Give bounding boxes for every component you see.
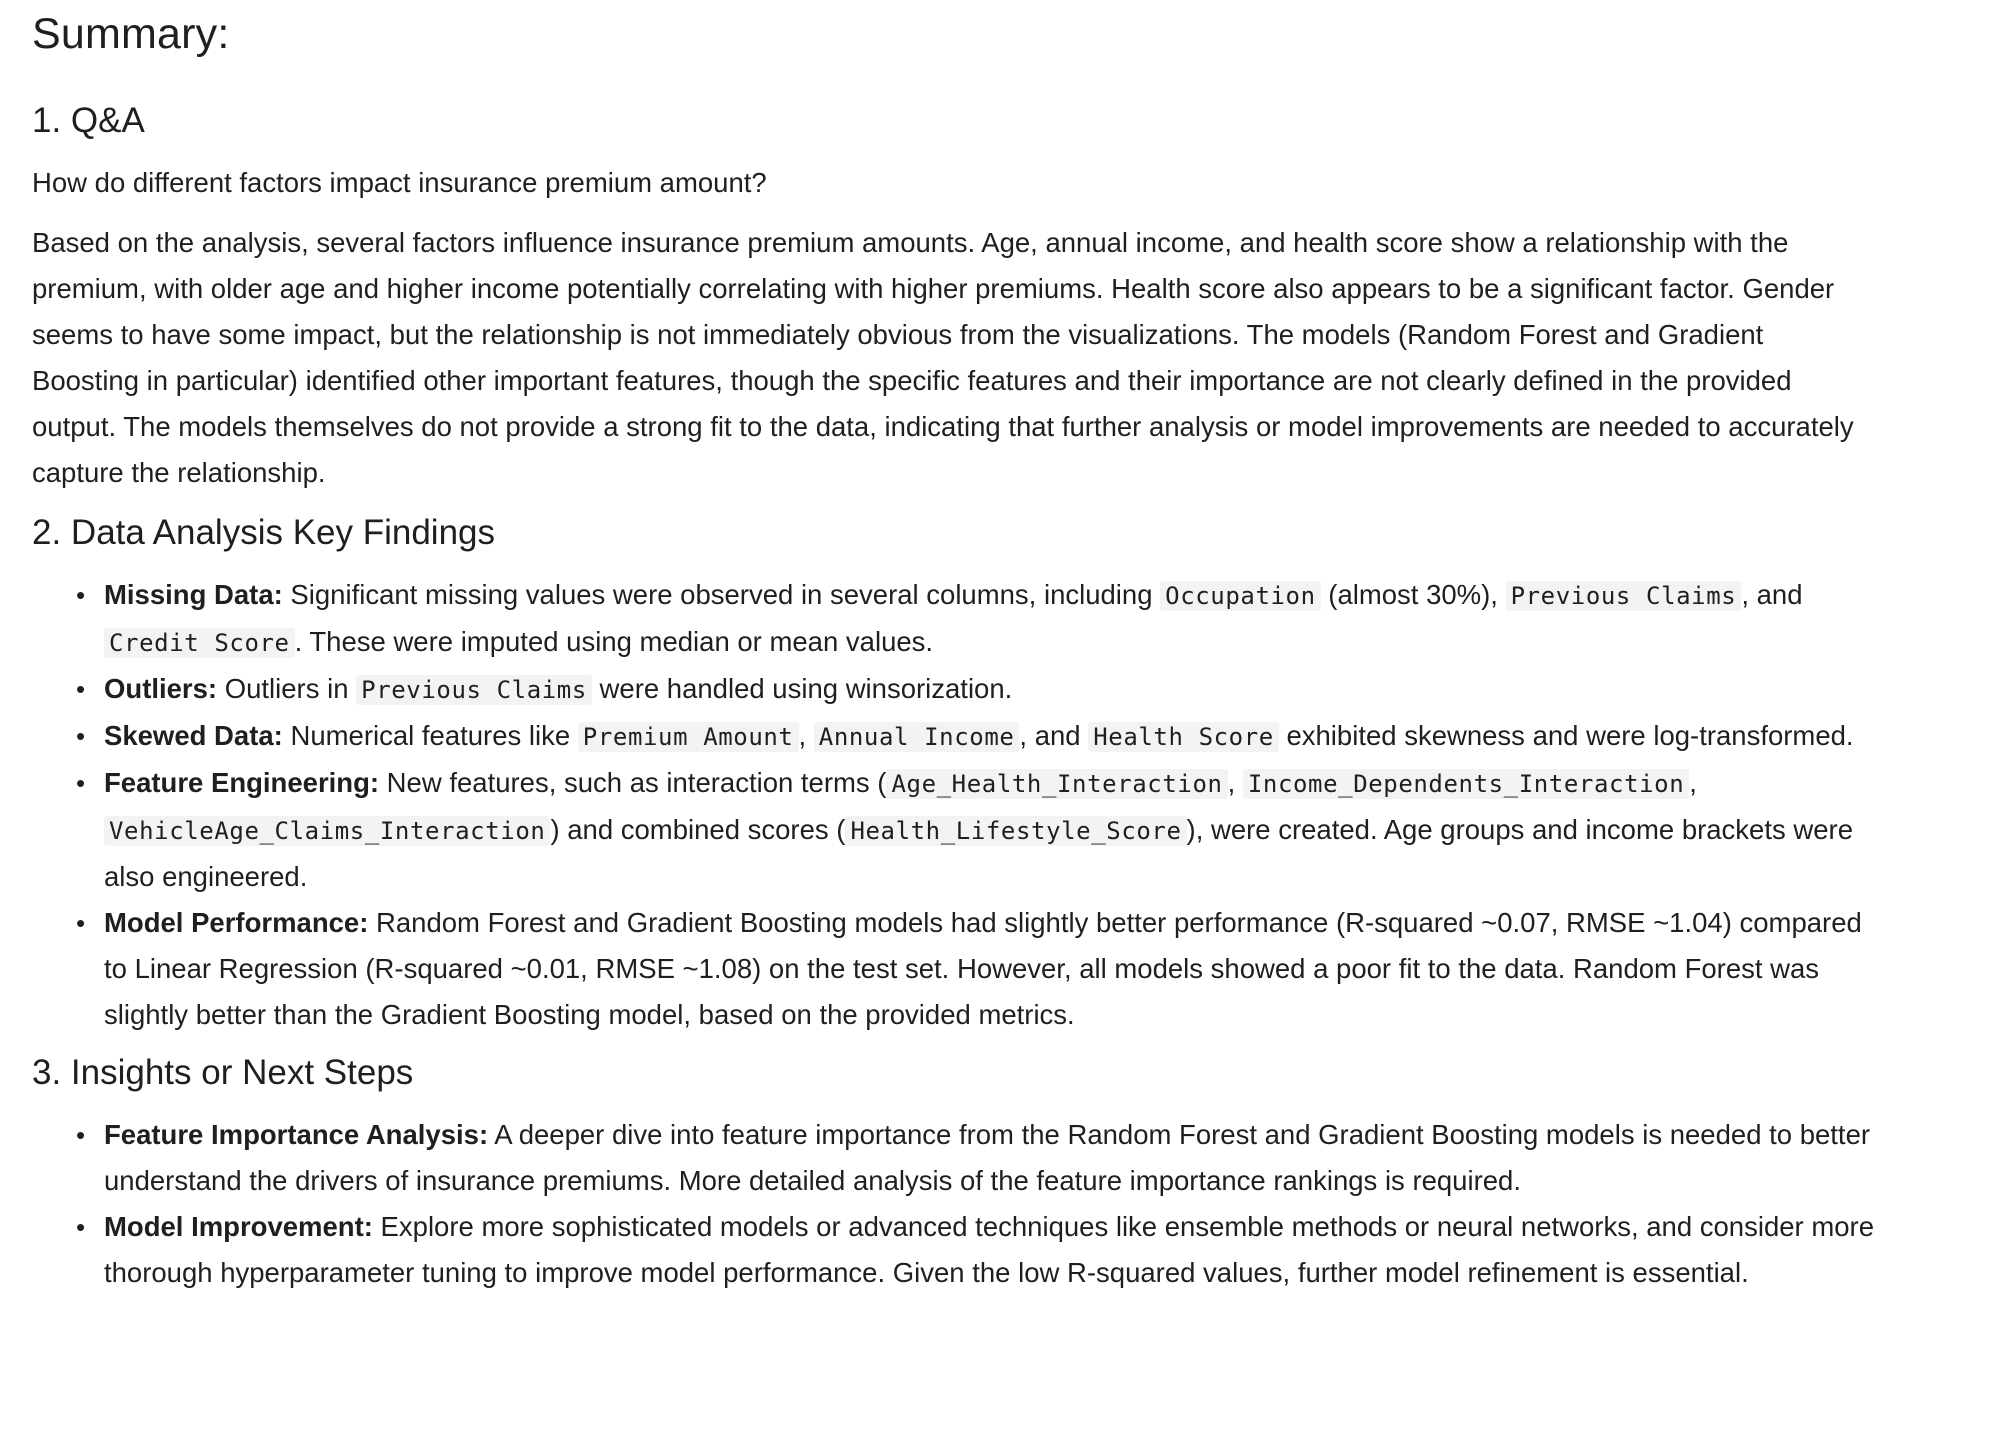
qa-question: How do different factors impact insurance premium amount? xyxy=(32,167,767,198)
item-text: , xyxy=(1689,767,1697,798)
item-text: Random Forest and Gradient Boosting models had slightly better performance (R-squared ~0.07, RMSE ~1.04) compared to Linear Regression (R-squared ~0.01, RMSE ~1.08) on the test set. However, all models showed a poor fit to the data. Random Forest was slightly better than the Gradient Boosting model, based on the provided metrics. xyxy=(104,907,1862,1030)
item-text: , xyxy=(798,720,814,751)
insights-heading: 3. Insights or Next Steps xyxy=(32,1053,414,1092)
item-text: ), were created. Age groups and income brackets were also engineered. xyxy=(104,814,1853,892)
list-item-missing-data xyxy=(76,572,1874,666)
item-text: New features, such as interaction terms ( xyxy=(379,767,887,798)
list-item-model-performance xyxy=(76,900,1874,1038)
bullet-icon: • xyxy=(76,908,86,938)
bullet-icon: • xyxy=(76,1120,86,1150)
item-text: , and xyxy=(1019,720,1089,751)
code-previous-claims: Previous Claims xyxy=(356,675,592,705)
item-label: Feature Engineering: xyxy=(104,767,380,798)
item-label: Model Performance: xyxy=(104,907,369,938)
code-health-score: Health Score xyxy=(1088,722,1279,752)
bullet-icon: • xyxy=(76,1212,86,1242)
item-text: Significant missing values were observed in several columns, including xyxy=(282,579,1161,610)
item-text: exhibited skewness and were log-transformed. xyxy=(1278,720,1854,751)
list-item-feature-importance xyxy=(76,1112,1874,1204)
item-text: ) and combined scores ( xyxy=(550,814,846,845)
bullet-icon: • xyxy=(76,674,86,704)
findings-list xyxy=(32,572,1978,1038)
insights-list xyxy=(32,1112,1978,1296)
item-text: Numerical features like xyxy=(282,720,578,751)
item-text: Explore more sophisticated models or advanced techniques like ensemble methods or neural networks, and consider more thorough hyperparameter tuning to improve model performance. Given the low R-squared values, further model refinement is essential. xyxy=(104,1211,1874,1288)
summary-title: Summary: xyxy=(32,10,230,58)
item-label: Feature Importance Analysis: xyxy=(104,1119,489,1150)
code-previous-claims: Previous Claims xyxy=(1506,581,1742,611)
list-item-outliers xyxy=(76,666,1874,713)
item-text: , and xyxy=(1741,579,1803,610)
code-occupation: Occupation xyxy=(1160,581,1321,611)
item-text: , xyxy=(1227,767,1243,798)
code-health-lifestyle-score: Health_Lifestyle_Score xyxy=(845,816,1186,846)
list-item-feature-engineering xyxy=(76,760,1874,900)
qa-heading: 1. Q&A xyxy=(32,101,145,140)
item-text: Outliers in xyxy=(217,673,357,704)
code-premium-amount: Premium Amount xyxy=(578,722,799,752)
item-text: . These were imputed using median or mean values. xyxy=(294,626,934,657)
item-label: Model Improvement: xyxy=(104,1211,373,1242)
code-income-dependents-interaction: Income_Dependents_Interaction xyxy=(1243,769,1689,799)
item-label: Skewed Data: xyxy=(104,720,283,751)
item-text: A deeper dive into feature importance from the Random Forest and Gradient Boosting models is needed to better understand the drivers of insurance premiums. More detailed analysis of the feature importance rankings is required. xyxy=(104,1119,1871,1196)
qa-answer: Based on the analysis, several factors influence insurance premium amounts. Age, annual income, and health score show a relationship with the premium, with older age and higher income potentially correlating with higher premiums. Health score also appears to be a significant factor. Gender seems to have some impact, but the relationship is not immediately obvious from the visualizations. The models (Random Forest and Gradient Boosting in particular) identified other important features, though the specific features and their importance are not clearly defined in the provided output. The models themselves do not provide a strong fit to the data, indicating that further analysis or model improvements are needed to accurately capture the relationship. xyxy=(32,227,1854,488)
bullet-icon: • xyxy=(76,580,86,610)
findings-heading: 2. Data Analysis Key Findings xyxy=(32,513,496,552)
item-label: Outliers: xyxy=(104,673,218,704)
bullet-icon: • xyxy=(76,721,86,751)
item-text: (almost 30%), xyxy=(1320,579,1506,610)
bullet-icon: • xyxy=(76,768,86,798)
code-age-health-interaction: Age_Health_Interaction xyxy=(886,769,1227,799)
code-vehicleage-claims-interaction: VehicleAge_Claims_Interaction xyxy=(104,816,550,846)
code-credit-score: Credit Score xyxy=(104,628,295,658)
item-label: Missing Data: xyxy=(104,579,283,610)
item-text: were handled using winsorization. xyxy=(591,673,1013,704)
code-annual-income: Annual Income xyxy=(814,722,1020,752)
list-item-model-improvement xyxy=(76,1204,1874,1296)
list-item-skewed-data xyxy=(76,713,1874,760)
